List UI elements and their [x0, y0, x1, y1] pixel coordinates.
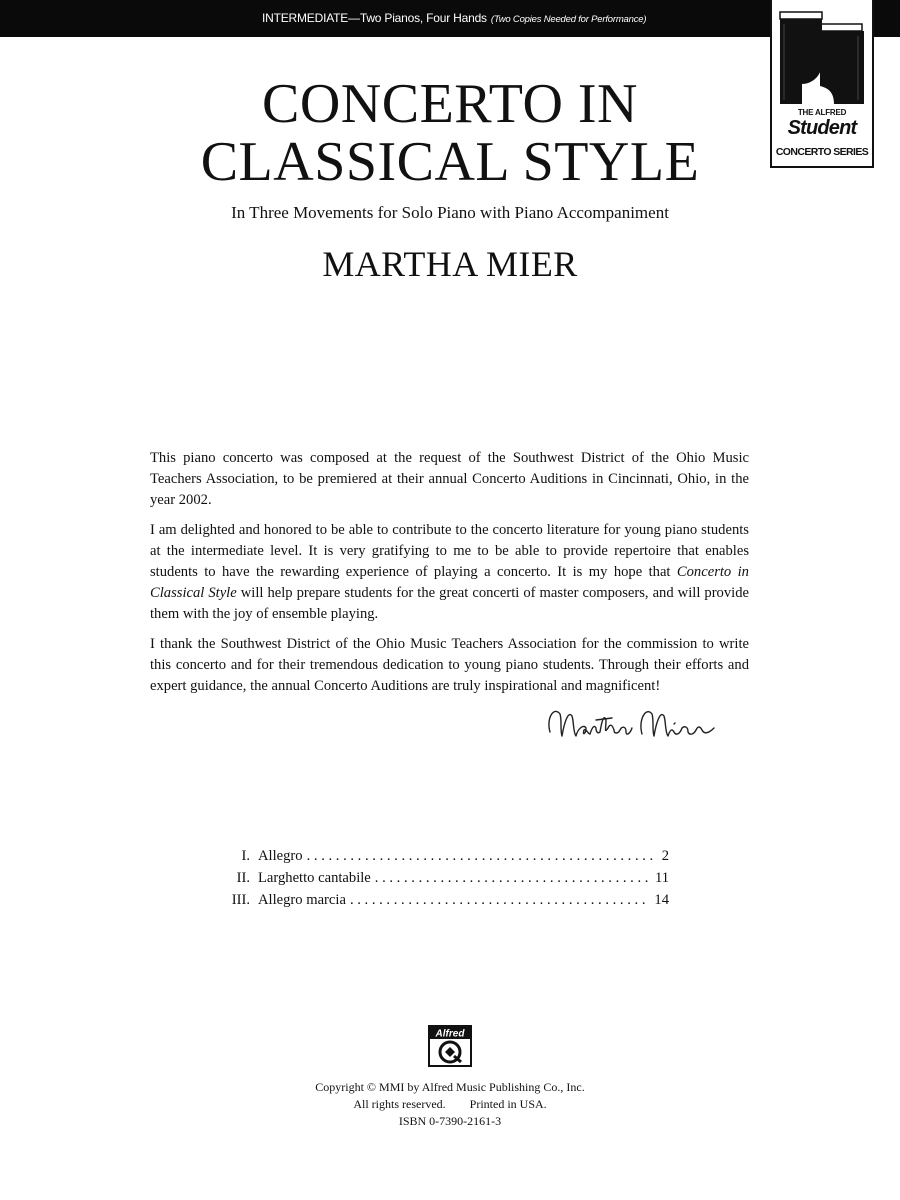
- preface-p2-end: will help prepare students for the great concerti of master composers, and will provide them with the joy of ensemble playing.: [150, 585, 749, 622]
- contents-item[interactable]: [222, 867, 669, 889]
- dot-leader: [375, 867, 651, 889]
- publisher-name: Alfred: [435, 1028, 465, 1040]
- signature: [540, 698, 720, 750]
- work-title-italic: Concerto in Classical Style: [150, 564, 749, 601]
- preface-paragraph-3: I thank the Southwest District of the Ohio Music Teachers Association for the commission to write this concerto and for their tremendous dedication to young piano students. Through their efforts and expert guidance, the annual Concerto Auditions are truly inspirational and magnificent!: [150, 636, 749, 694]
- page-number: 2: [661, 848, 669, 864]
- two-grand-pianos-icon: [772, 0, 872, 106]
- preface-paragraph-2: [150, 520, 749, 625]
- dot-leader: [307, 845, 658, 867]
- composer-name: MARTHA MIER: [322, 244, 578, 284]
- page-number: 14: [654, 892, 669, 908]
- isbn-line: ISBN 0-7390-2161-3: [398, 1114, 502, 1128]
- header-bar: [0, 0, 900, 37]
- movement-number: III.: [231, 892, 250, 908]
- subtitle: In Three Movements for Solo Piano with Piano Accompaniment: [231, 203, 669, 222]
- title-line-2: CLASSICAL STYLE: [200, 131, 700, 193]
- performance-note: (Two Copies Needed for Performance): [490, 14, 647, 25]
- series-badge: [770, 0, 874, 168]
- contents-item[interactable]: [222, 845, 669, 867]
- preface-paragraph-1: This piano concerto was composed at the request of the Southwest District of the Ohio Music Teachers Association, to be premiered at their annual Concerto Auditions in Cincinnati, Ohio, in the year 2002.: [150, 450, 749, 508]
- contents-item[interactable]: [222, 889, 669, 911]
- preface: [150, 448, 749, 706]
- dot-leader: [350, 889, 650, 911]
- title-line-1: CONCERTO IN: [261, 73, 638, 135]
- badge-line-3: CONCERTO SERIES: [775, 146, 869, 158]
- movement-title: Allegro: [258, 848, 303, 864]
- page-number: 11: [654, 870, 669, 886]
- level-text: INTERMEDIATE—Two Pianos, Four Hands: [262, 11, 487, 25]
- movement-number: I.: [241, 848, 250, 864]
- badge-line-2: Student: [787, 117, 857, 139]
- level-label: [262, 0, 646, 37]
- alfred-publisher-logo-icon: [428, 1025, 472, 1067]
- movement-title: Larghetto cantabile: [258, 870, 371, 886]
- rights-line: All rights reserved. Printed in USA.: [353, 1097, 547, 1111]
- preface-p2-start: I am delighted and honored to be able to contribute to the concerto literature for young piano students at the intermediate level. It is very gratifying to me to be able to provide repertoire that enables students to have the rewarding experience of playing a concerto. It is my hope that: [150, 522, 749, 580]
- badge-line-1: THE ALFRED: [797, 108, 847, 117]
- movement-number: II.: [236, 870, 250, 886]
- movement-title: Allegro marcia: [258, 892, 346, 908]
- table-of-contents: [222, 845, 669, 911]
- copyright-line: Copyright © MMI by Alfred Music Publishing Co., Inc.: [315, 1080, 585, 1094]
- page-title: [150, 75, 750, 191]
- copyright-block: [250, 1079, 650, 1130]
